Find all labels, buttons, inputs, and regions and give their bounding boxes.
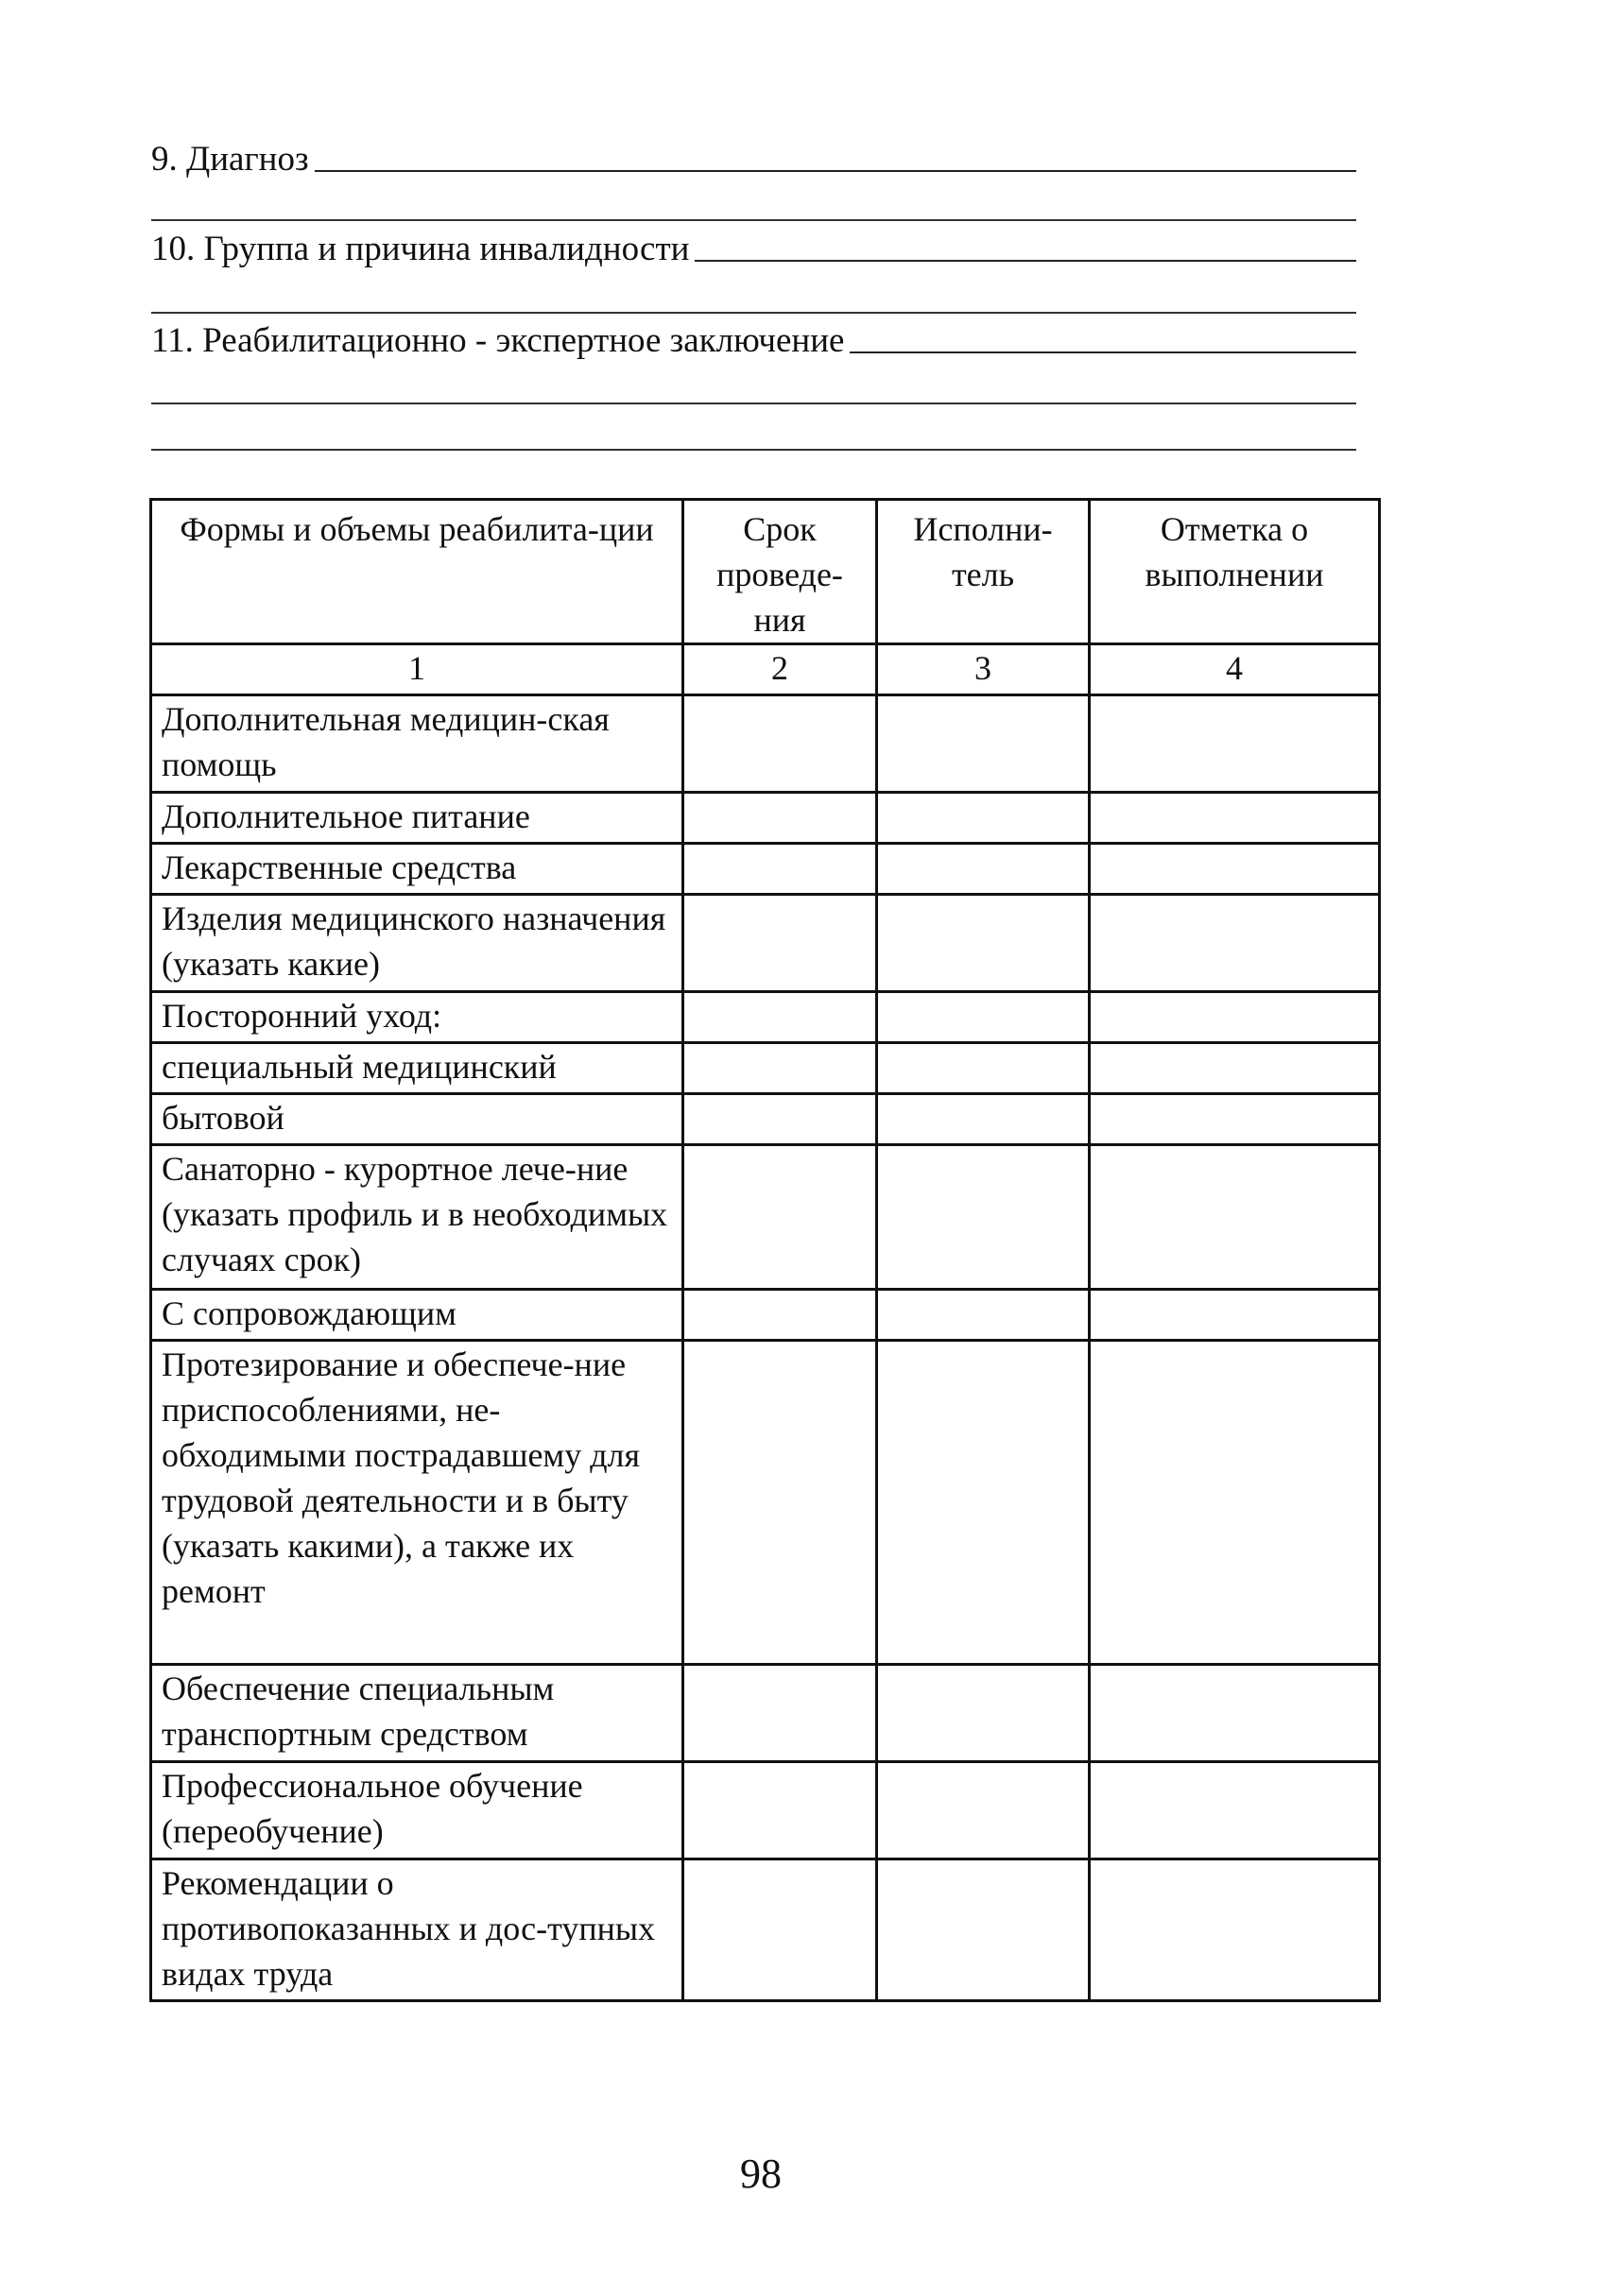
executor-cell[interactable] xyxy=(877,992,1090,1043)
column-number: 2 xyxy=(683,644,877,695)
completion-cell[interactable] xyxy=(1090,1762,1380,1859)
table-row xyxy=(151,895,1380,992)
completion-cell[interactable] xyxy=(1090,1145,1380,1290)
row-label: Дополнительное питание xyxy=(151,793,683,844)
table-row xyxy=(151,1341,1380,1665)
disability-group-input-line[interactable] xyxy=(695,260,1356,262)
completion-cell[interactable] xyxy=(1090,1043,1380,1094)
term-cell[interactable] xyxy=(683,793,877,844)
diagnosis-field xyxy=(151,132,1356,180)
column-number: 1 xyxy=(151,644,683,695)
executor-cell[interactable] xyxy=(877,895,1090,992)
row-label: Санаторно - курортное лече-ние (указать профиль и в необходимых случаях срок) xyxy=(151,1145,683,1290)
row-label: Изделия медицинского назначения (указать какие) xyxy=(151,895,683,992)
diagnosis-extra-line[interactable] xyxy=(151,219,1356,221)
row-label: Дополнительная медицин-ская помощь xyxy=(151,695,683,793)
row-label: С сопровождающим xyxy=(151,1290,683,1341)
term-cell[interactable] xyxy=(683,1665,877,1762)
row-label: Профессиональное обучение (переобучение) xyxy=(151,1762,683,1859)
row-label: специальный медицинский xyxy=(151,1043,683,1094)
rehab-conclusion-label: 11. Реабилитационно - экспертное заключение xyxy=(151,321,845,360)
executor-cell[interactable] xyxy=(877,1094,1090,1145)
term-cell[interactable] xyxy=(683,1762,877,1859)
completion-cell[interactable] xyxy=(1090,695,1380,793)
header-executor: Исполни-тель xyxy=(877,500,1090,644)
term-cell[interactable] xyxy=(683,1341,877,1665)
column-number-row xyxy=(151,644,1380,695)
table-row xyxy=(151,793,1380,844)
table-row xyxy=(151,1762,1380,1859)
table-header-row xyxy=(151,500,1380,644)
term-cell[interactable] xyxy=(683,695,877,793)
executor-cell[interactable] xyxy=(877,1043,1090,1094)
completion-cell[interactable] xyxy=(1090,1665,1380,1762)
completion-cell[interactable] xyxy=(1090,1859,1380,2001)
term-cell[interactable] xyxy=(683,1859,877,2001)
row-label: Рекомендации о противопоказанных и дос-тупных видах труда xyxy=(151,1859,683,2001)
row-label: Протезирование и обеспече-ние приспособлениями, не-обходимыми пострадавшему для трудовой деятельности и в быту (указать какими), а также их ремонт xyxy=(151,1341,683,1665)
completion-cell[interactable] xyxy=(1090,1290,1380,1341)
disability-group-field xyxy=(151,222,1356,269)
table-row xyxy=(151,1094,1380,1145)
executor-cell[interactable] xyxy=(877,1290,1090,1341)
page-number: 98 xyxy=(740,2150,782,2197)
term-cell[interactable] xyxy=(683,1094,877,1145)
term-cell[interactable] xyxy=(683,895,877,992)
table-row xyxy=(151,1043,1380,1094)
header-completion-mark: Отметка о выполнении xyxy=(1090,500,1380,644)
column-number: 4 xyxy=(1090,644,1380,695)
executor-cell[interactable] xyxy=(877,1341,1090,1665)
row-label: Посторонний уход: xyxy=(151,992,683,1043)
table-row xyxy=(151,992,1380,1043)
term-cell[interactable] xyxy=(683,1043,877,1094)
header-forms: Формы и объемы реабилита-ции xyxy=(151,500,683,644)
executor-cell[interactable] xyxy=(877,1762,1090,1859)
executor-cell[interactable] xyxy=(877,793,1090,844)
completion-cell[interactable] xyxy=(1090,844,1380,895)
rehab-conclusion-field xyxy=(151,314,1356,361)
table-row xyxy=(151,695,1380,793)
table-row xyxy=(151,1665,1380,1762)
executor-cell[interactable] xyxy=(877,1665,1090,1762)
rehab-table xyxy=(149,498,1381,2002)
table-row xyxy=(151,1145,1380,1290)
term-cell[interactable] xyxy=(683,844,877,895)
term-cell[interactable] xyxy=(683,992,877,1043)
completion-cell[interactable] xyxy=(1090,1341,1380,1665)
completion-cell[interactable] xyxy=(1090,992,1380,1043)
row-label: Лекарственные средства xyxy=(151,844,683,895)
row-label: Обеспечение специальным транспортным средством xyxy=(151,1665,683,1762)
term-cell[interactable] xyxy=(683,1145,877,1290)
header-term: Срок проведе-ния xyxy=(683,500,877,644)
row-label: бытовой xyxy=(151,1094,683,1145)
table-row xyxy=(151,844,1380,895)
diagnosis-input-line[interactable] xyxy=(315,170,1356,172)
completion-cell[interactable] xyxy=(1090,1094,1380,1145)
executor-cell[interactable] xyxy=(877,695,1090,793)
table-row xyxy=(151,1290,1380,1341)
completion-cell[interactable] xyxy=(1090,895,1380,992)
rehab-conclusion-extra-line-2[interactable] xyxy=(151,449,1356,451)
disability-group-label: 10. Группа и причина инвалидности xyxy=(151,230,690,268)
executor-cell[interactable] xyxy=(877,844,1090,895)
term-cell[interactable] xyxy=(683,1290,877,1341)
executor-cell[interactable] xyxy=(877,1145,1090,1290)
column-number: 3 xyxy=(877,644,1090,695)
diagnosis-label: 9. Диагноз xyxy=(151,140,309,179)
completion-cell[interactable] xyxy=(1090,793,1380,844)
rehab-conclusion-extra-line-1[interactable] xyxy=(151,403,1356,404)
rehab-conclusion-input-line[interactable] xyxy=(850,351,1356,353)
table-row xyxy=(151,1859,1380,2001)
executor-cell[interactable] xyxy=(877,1859,1090,2001)
